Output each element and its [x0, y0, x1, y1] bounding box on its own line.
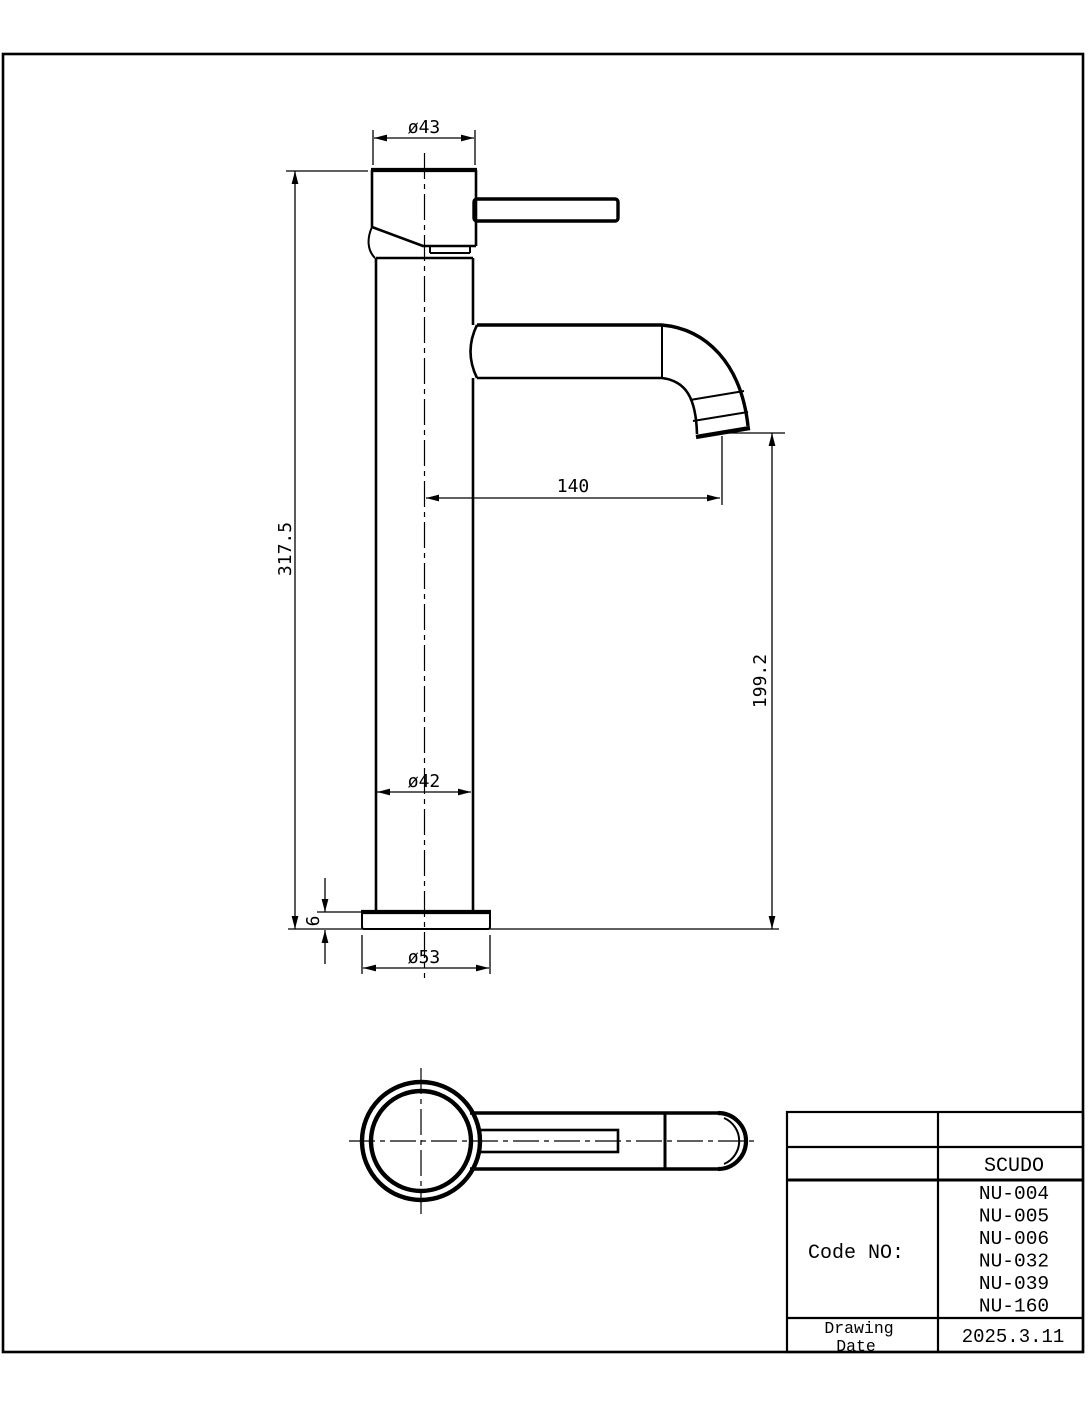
cap-left-arc [369, 227, 375, 258]
arrowhead [461, 135, 474, 142]
spout-inner-curve [662, 378, 697, 434]
code-item: NU-006 [978, 1228, 1050, 1250]
cap-tilt-edge [372, 227, 423, 246]
dim-base-thickness [303, 878, 363, 964]
dim-label-base-diameter: ø53 [407, 947, 441, 968]
arrowhead [374, 135, 387, 142]
code-item: NU-005 [978, 1205, 1050, 1228]
arrowhead [363, 965, 376, 972]
arrowhead [769, 916, 776, 929]
dim-overall-height [275, 171, 368, 929]
code-list [979, 1183, 1049, 1318]
dim-body-diameter [377, 771, 471, 795]
dim-label-body-diameter: ø42 [407, 771, 441, 792]
dim-label-outlet-height: 199.2 [750, 653, 771, 709]
base-plate-outline [362, 912, 490, 929]
arrowhead [458, 789, 471, 796]
spout-aerator-line-2 [693, 412, 748, 421]
base-plate [361, 912, 491, 929]
code-item: NU-160 [978, 1295, 1050, 1318]
dim-label-spout-reach: 140 [556, 476, 590, 497]
spout [471, 325, 751, 437]
arrowhead [322, 930, 329, 943]
arrowhead [769, 433, 776, 446]
title-block [787, 1112, 1083, 1356]
dim-base-diameter [362, 935, 490, 974]
handle-lever-front [474, 199, 618, 221]
drawing-date-value: 2025.3.11 [961, 1326, 1065, 1348]
faucet-top-view [349, 1068, 757, 1214]
spout-outer-curve [662, 325, 748, 426]
code-item: NU-004 [978, 1183, 1050, 1205]
dim-label-base-thickness: 6 [303, 915, 324, 927]
arrowhead [292, 171, 299, 184]
dim-spout-reach [426, 436, 722, 505]
arrowhead [707, 495, 720, 502]
sheet-border-frame [3, 54, 1083, 1352]
code-item: NU-039 [978, 1273, 1050, 1295]
date-label-line1: Drawing [824, 1319, 894, 1338]
code-label: Code NO: [807, 1242, 905, 1265]
brand-name: SCUDO [983, 1155, 1045, 1178]
dim-label-cap-diameter: ø43 [407, 117, 441, 138]
faucet-front-view [275, 117, 785, 978]
handle-cap [369, 170, 477, 258]
code-item: NU-032 [978, 1250, 1050, 1273]
arrowhead [292, 916, 299, 929]
spout-aerator-line-1 [690, 391, 744, 400]
dim-label-overall-height: 317.5 [275, 521, 296, 577]
arrowhead [476, 965, 489, 972]
dim-outlet-height [727, 433, 785, 929]
spout-back-arc [471, 325, 478, 378]
date-label-line2: Date [836, 1337, 876, 1356]
arrowhead [426, 495, 439, 502]
arrowhead [322, 899, 329, 912]
arrowhead [377, 789, 390, 796]
